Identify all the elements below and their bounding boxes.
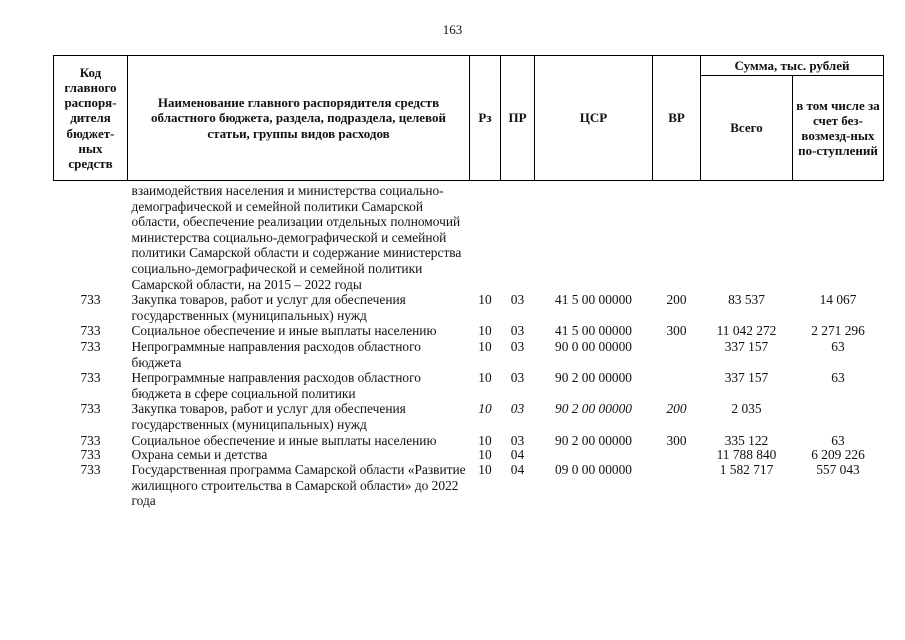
- row-total: 83 537: [728, 292, 765, 308]
- row-vr: 200: [666, 292, 687, 308]
- table-header: [54, 56, 884, 181]
- row-rz: [470, 181, 501, 293]
- row-vr: [653, 181, 701, 293]
- row-pr: 04: [510, 462, 525, 478]
- row-total: 11 042 272: [716, 323, 777, 339]
- row-rz: 10: [478, 401, 492, 417]
- row-free: 63: [831, 370, 845, 386]
- row-vr: [653, 339, 701, 370]
- row-csr: 09 0 00 00000: [555, 462, 632, 478]
- row-csr: 41 5 00 00000: [555, 323, 632, 339]
- table-row: [54, 181, 884, 293]
- row-rz: 10: [478, 447, 492, 463]
- row-rz: 10: [478, 323, 492, 339]
- row-vr: [653, 370, 701, 401]
- row-vr: 200: [666, 401, 687, 417]
- row-name: Непрограммные направления расходов областного бюджета: [131, 338, 421, 370]
- table-row: [54, 370, 884, 401]
- page-number: 163: [442, 22, 463, 37]
- row-rz: 10: [478, 370, 492, 386]
- row-total: [701, 181, 793, 293]
- header-vr: ВР: [653, 56, 701, 181]
- row-total: 335 122: [724, 432, 769, 448]
- header-pr: ПР: [501, 56, 535, 181]
- table-row: [54, 433, 884, 449]
- row-rz: 10: [478, 292, 492, 308]
- table-body: [54, 181, 884, 509]
- row-rz: 10: [478, 462, 492, 478]
- row-name: Непрограммные направления расходов областного бюджета в сфере социальной политики: [131, 370, 421, 401]
- row-code: 733: [80, 323, 101, 339]
- row-total: 11 788 840: [716, 447, 777, 463]
- row-pr: 03: [510, 370, 525, 386]
- row-csr: 90 2 00 00000: [555, 370, 632, 386]
- row-rz: 10: [478, 432, 492, 448]
- table-row: [54, 339, 884, 370]
- header-rz: Рз: [470, 56, 501, 181]
- row-csr: 90 0 00 00000: [555, 338, 632, 354]
- header-free: в том числе за счет без-возмезд-ных по-ступлений: [793, 76, 884, 181]
- row-pr: [501, 181, 535, 293]
- row-pr: 04: [510, 447, 525, 463]
- row-free: 14 067: [819, 292, 857, 308]
- row-vr: 300: [666, 323, 687, 339]
- header-csr: ЦСР: [535, 56, 653, 181]
- row-pr: 03: [510, 323, 525, 339]
- row-pr: 03: [510, 432, 525, 448]
- row-free: 557 043: [816, 462, 860, 478]
- row-name: взаимодействия населения и министерства социально-демографической и семейной политики Самарской области, обеспечение реализации отдельных полномочий министерства социально-демографической и семейной политики Самарской области и содержание министерства социально-демографической и семейной политики Самарской области, на 2015 – 2022 годы: [131, 183, 462, 292]
- row-name: Государственная программа Самарской области «Развитие жилищного строительства в Самарской области» до 2022 года: [131, 462, 466, 509]
- row-free: [793, 181, 884, 293]
- row-total: 1 582 717: [719, 462, 774, 478]
- header-code: Код главного распоря-дителя бюджет-ных средств: [54, 56, 128, 181]
- table-row: [54, 401, 884, 432]
- row-name: Социальное обеспечение и иные выплаты населению: [131, 432, 437, 448]
- header-total: Всего: [701, 76, 793, 181]
- row-code: 733: [80, 370, 101, 386]
- row-total: 337 157: [724, 338, 769, 354]
- row-name: Закупка товаров, работ и услуг для обеспечения государственных (муниципальных) нужд: [131, 292, 406, 323]
- table-row: [54, 462, 884, 509]
- row-code: [54, 181, 128, 293]
- header-name: Наименование главного распорядителя средств областного бюджета, раздела, подраздела, целевой статьи, группы видов расходов: [128, 56, 470, 181]
- row-pr: 03: [510, 401, 525, 417]
- row-code: 733: [80, 338, 101, 354]
- row-total: 337 157: [724, 370, 769, 386]
- row-name: Социальное обеспечение и иные выплаты населению: [131, 323, 437, 339]
- table-row: [54, 448, 884, 462]
- row-vr: [653, 462, 701, 509]
- row-code: 733: [80, 462, 101, 478]
- row-rz: 10: [478, 338, 492, 354]
- row-csr: [535, 181, 653, 293]
- row-vr: 300: [666, 432, 687, 448]
- row-name: Закупка товаров, работ и услуг для обеспечения государственных (муниципальных) нужд: [131, 401, 406, 432]
- row-free: [793, 401, 884, 432]
- header-sum: Сумма, тыс. рублей: [701, 56, 884, 76]
- row-pr: 03: [510, 292, 525, 308]
- row-code: 733: [80, 447, 101, 463]
- table-row: [54, 323, 884, 339]
- row-free: 6 209 226: [811, 447, 865, 463]
- row-code: 733: [80, 401, 101, 417]
- table-row: [54, 292, 884, 323]
- row-total: 2 035: [731, 401, 762, 417]
- row-name: Охрана семьи и детства: [131, 447, 268, 463]
- row-code: 733: [80, 292, 101, 308]
- row-csr: 90 2 00 00000: [555, 401, 632, 417]
- row-csr: 41 5 00 00000: [555, 292, 632, 308]
- row-code: 733: [80, 432, 101, 448]
- row-free: 63: [831, 338, 845, 354]
- row-vr: [653, 448, 701, 462]
- row-free: 63: [831, 432, 845, 448]
- row-pr: 03: [510, 338, 525, 354]
- row-csr: [535, 448, 653, 462]
- row-csr: 90 2 00 00000: [555, 432, 632, 448]
- row-free: 2 271 296: [811, 323, 865, 339]
- budget-table: [53, 55, 884, 509]
